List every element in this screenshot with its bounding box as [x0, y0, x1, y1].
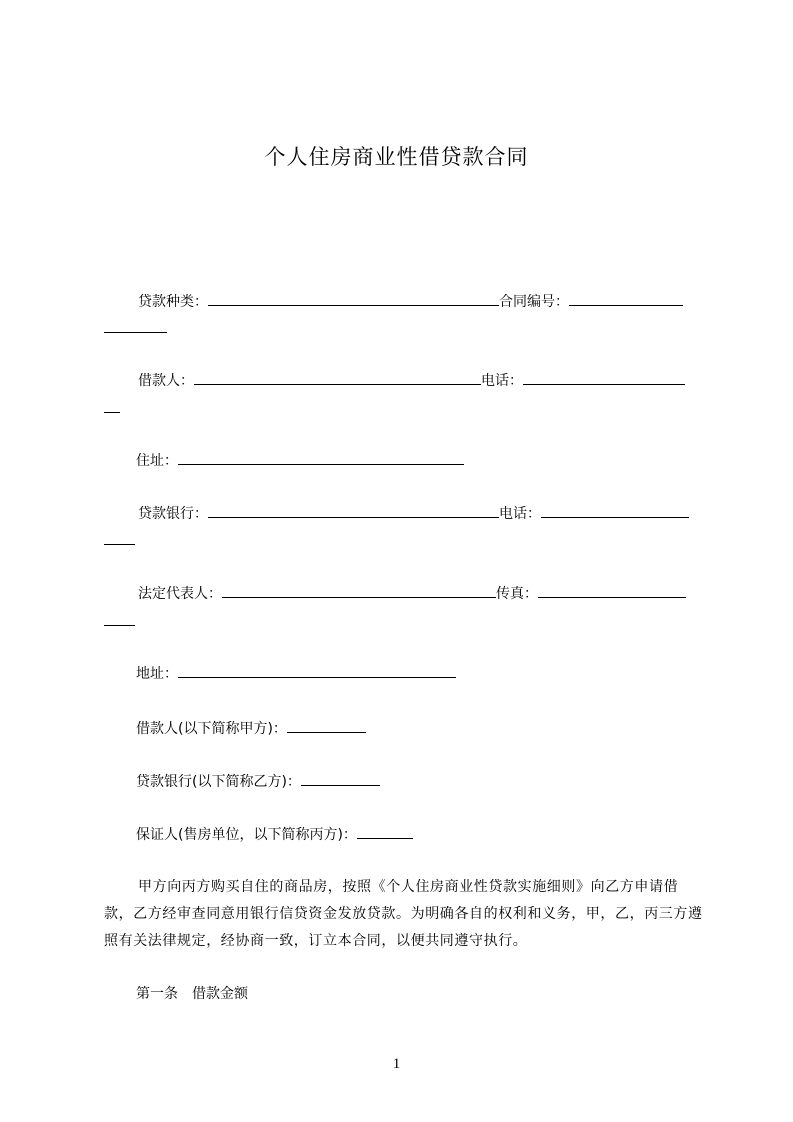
article-heading: 第一条 借款金额 — [136, 986, 248, 1002]
phone2-blank[interactable] — [541, 503, 689, 518]
party-a-row — [136, 718, 366, 739]
loan-type-label: 贷款种类： — [138, 294, 208, 310]
fax-continuation — [104, 611, 135, 632]
party-b-row — [136, 771, 380, 792]
phone2-label: 电话： — [499, 506, 541, 522]
legal-rep-label: 法定代表人： — [138, 586, 222, 602]
address2-blank[interactable] — [178, 663, 456, 678]
contract-no-blank-cont[interactable] — [104, 318, 167, 333]
document-title: 个人住房商业性借贷款合同 — [264, 145, 529, 169]
address2-row — [136, 663, 456, 684]
party-a-blank[interactable] — [287, 718, 366, 733]
contract-no-continuation — [104, 318, 167, 339]
phone1-blank[interactable] — [523, 370, 685, 385]
address1-blank[interactable] — [178, 450, 464, 465]
party-c-row — [136, 824, 413, 845]
phone2-continuation — [104, 530, 135, 551]
address2-label: 地址： — [136, 666, 178, 682]
phone1-blank-cont[interactable] — [104, 398, 120, 413]
loan-type-row — [138, 291, 683, 312]
fax-blank-cont[interactable] — [104, 611, 135, 626]
legal-rep-row — [138, 583, 686, 604]
bank-row — [138, 503, 689, 524]
contract-no-label: 合同编号： — [499, 294, 569, 310]
preamble-paragraph: 甲方向丙方购买自住的商品房，按照《个人住房商业性贷款实施细则》向乙方申请借款，乙方经审查同意用银行信贷资金发放贷款。为明确各自的权利和义务，甲，乙，丙三方遵照有关法律规定，经协商一致，订立本合同，以便共同遵守执行。 — [104, 879, 703, 949]
borrower-blank[interactable] — [194, 370, 481, 385]
phone1-continuation — [104, 398, 120, 419]
loan-type-blank[interactable] — [208, 291, 499, 306]
party-b-blank[interactable] — [301, 771, 380, 786]
borrower-label: 借款人： — [138, 373, 194, 389]
borrower-row — [138, 370, 685, 391]
fax-blank[interactable] — [538, 583, 686, 598]
phone1-label: 电话： — [481, 373, 523, 389]
legal-rep-blank[interactable] — [222, 583, 496, 598]
party-c-label: 保证人(售房单位，以下简称丙方)： — [136, 827, 357, 843]
party-a-label: 借款人(以下简称甲方)： — [136, 721, 287, 737]
bank-blank[interactable] — [208, 503, 499, 518]
party-c-blank[interactable] — [357, 824, 413, 839]
party-b-label: 贷款银行(以下简称乙方)： — [136, 774, 301, 790]
address1-label: 住址： — [136, 453, 178, 469]
address1-row — [136, 450, 464, 471]
fax-label: 传真： — [496, 586, 538, 602]
page-number: 1 — [392, 1056, 401, 1072]
bank-label: 贷款银行： — [138, 506, 208, 522]
contract-no-blank[interactable] — [569, 291, 683, 306]
phone2-blank-cont[interactable] — [104, 530, 135, 545]
